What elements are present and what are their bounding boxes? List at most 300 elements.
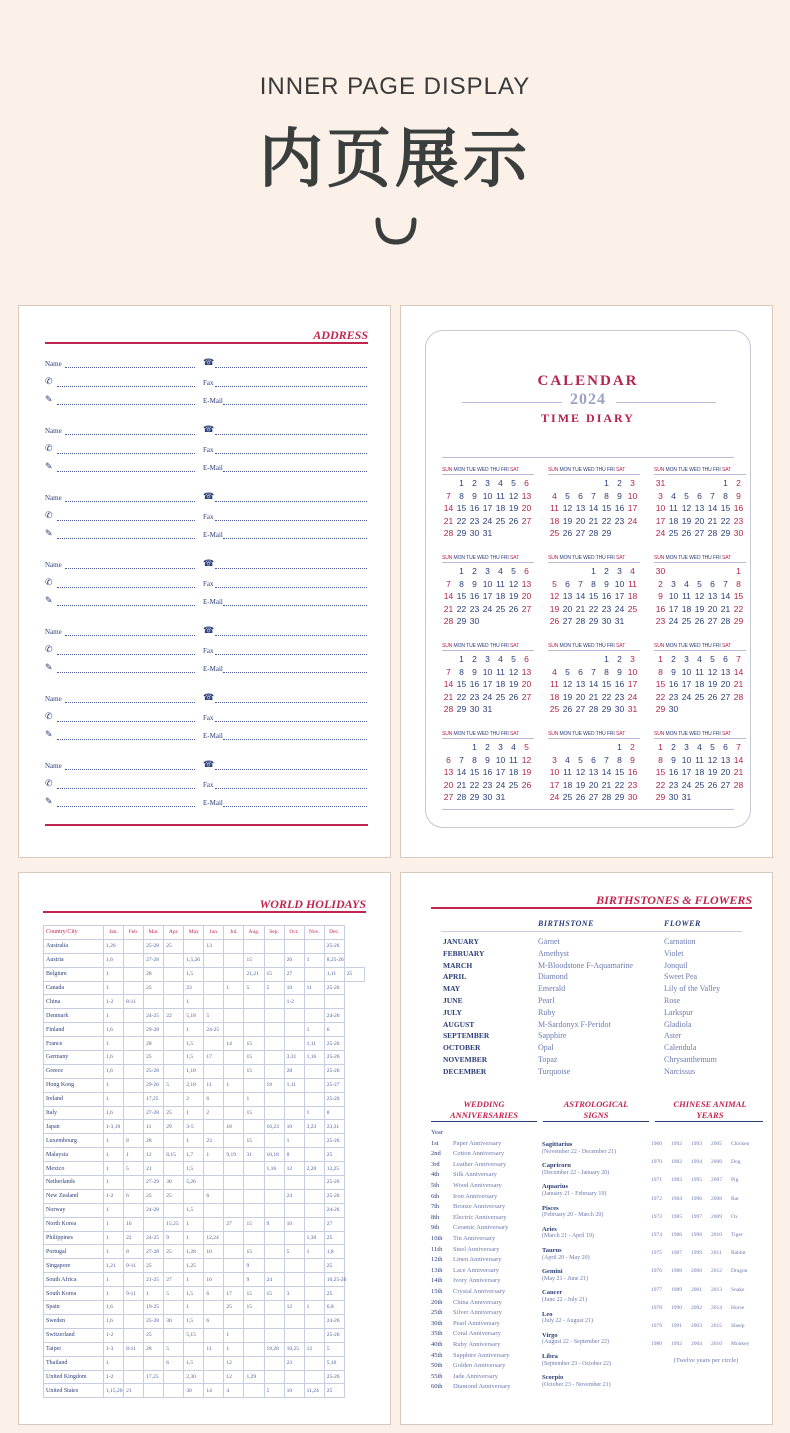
calendar-day[interactable]: 4: [511, 742, 516, 752]
calendar-day[interactable]: 13: [588, 767, 599, 777]
calendar-day[interactable]: 8: [459, 490, 464, 501]
calendar-day[interactable]: 3: [630, 478, 635, 488]
address-line[interactable]: [57, 739, 195, 740]
calendar-day[interactable]: 7: [736, 654, 741, 664]
fax-line[interactable]: [215, 587, 367, 588]
calendar-day[interactable]: 31: [614, 616, 625, 626]
calendar-day[interactable]: 16: [733, 503, 744, 513]
calendar-day[interactable]: 26: [575, 792, 586, 802]
calendar-day[interactable]: 19: [681, 515, 692, 526]
calendar-day[interactable]: 3: [630, 654, 635, 664]
calendar-day[interactable]: 14: [575, 591, 586, 601]
calendar-day[interactable]: 26: [508, 603, 519, 614]
calendar-day[interactable]: 13: [694, 503, 705, 513]
calendar-day[interactable]: 6: [697, 490, 702, 501]
name-line[interactable]: [65, 702, 195, 703]
email-line[interactable]: [223, 605, 367, 606]
calendar-day[interactable]: 19: [707, 679, 718, 689]
calendar-day[interactable]: 1: [617, 742, 622, 752]
calendar-day[interactable]: 23: [469, 691, 480, 702]
mobile-line[interactable]: [57, 654, 195, 655]
calendar-day[interactable]: 27: [521, 515, 532, 526]
calendar-day[interactable]: 17: [482, 591, 493, 601]
calendar-day[interactable]: 15: [456, 591, 467, 601]
calendar-day[interactable]: 16: [614, 503, 625, 513]
calendar-day[interactable]: 12: [681, 503, 692, 513]
email-line[interactable]: [223, 739, 367, 740]
calendar-day[interactable]: 19: [508, 591, 519, 601]
calendar-day[interactable]: 6: [578, 666, 583, 677]
calendar-day[interactable]: 31: [681, 792, 692, 802]
calendar-day[interactable]: 7: [723, 578, 728, 589]
calendar-day[interactable]: 11: [550, 679, 559, 689]
calendar-day[interactable]: 22: [456, 691, 467, 702]
calendar-day[interactable]: 5: [565, 666, 570, 677]
calendar-day[interactable]: 2: [630, 742, 635, 752]
calendar-day[interactable]: 26: [694, 616, 705, 626]
calendar-day[interactable]: 15: [733, 591, 744, 601]
email-line[interactable]: [223, 404, 367, 405]
calendar-day[interactable]: 8: [459, 578, 464, 589]
calendar-day[interactable]: 28: [733, 779, 744, 790]
calendar-day[interactable]: 14: [720, 591, 731, 601]
calendar-day[interactable]: 18: [549, 691, 560, 702]
calendar-day[interactable]: 25: [668, 528, 679, 538]
calendar-day[interactable]: 27: [720, 691, 731, 702]
calendar-day[interactable]: 2: [671, 654, 676, 664]
calendar-day[interactable]: 8: [658, 666, 663, 677]
calendar-day[interactable]: 29: [655, 792, 666, 802]
calendar-day[interactable]: 7: [710, 490, 715, 501]
calendar-day[interactable]: 26: [562, 704, 573, 714]
calendar-day[interactable]: 5: [511, 566, 516, 576]
name-line[interactable]: [65, 434, 195, 435]
calendar-day[interactable]: 13: [562, 591, 573, 601]
calendar-day[interactable]: 17: [627, 679, 638, 689]
calendar-day[interactable]: 15: [456, 503, 467, 513]
calendar-day[interactable]: 20: [521, 591, 532, 601]
calendar-day[interactable]: 29: [588, 616, 599, 626]
calendar-day[interactable]: 12: [508, 490, 519, 501]
calendar-day[interactable]: 13: [443, 767, 454, 777]
calendar-day[interactable]: 14: [733, 666, 744, 677]
calendar-day[interactable]: 6: [524, 566, 529, 576]
calendar-day[interactable]: 9: [472, 490, 477, 501]
calendar-day[interactable]: 19: [707, 767, 718, 777]
calendar-day[interactable]: 22: [588, 603, 599, 614]
calendar-day[interactable]: 21: [443, 603, 454, 614]
calendar-day[interactable]: 22: [601, 515, 612, 526]
calendar-day[interactable]: 5: [684, 490, 689, 501]
calendar-day[interactable]: 30: [482, 792, 493, 802]
calendar-day[interactable]: 10: [549, 767, 560, 777]
calendar-day[interactable]: 15: [469, 767, 480, 777]
fax-line[interactable]: [215, 453, 367, 454]
calendar-day[interactable]: 14: [601, 767, 612, 777]
calendar-day[interactable]: 22: [614, 779, 625, 790]
calendar-day[interactable]: 3: [671, 578, 676, 589]
calendar-day[interactable]: 5: [511, 478, 516, 488]
calendar-day[interactable]: 16: [469, 503, 480, 513]
name-line[interactable]: [65, 501, 195, 502]
calendar-day[interactable]: 25: [694, 691, 705, 702]
calendar-day[interactable]: 22: [733, 603, 744, 614]
calendar-day[interactable]: 20: [720, 767, 731, 777]
calendar-day[interactable]: 1: [459, 566, 464, 576]
calendar-day[interactable]: 11: [682, 591, 691, 601]
calendar-day[interactable]: 13: [575, 503, 586, 513]
calendar-day[interactable]: 9: [604, 578, 609, 589]
calendar-day[interactable]: 16: [627, 767, 638, 777]
calendar-day[interactable]: 4: [684, 578, 689, 589]
calendar-day[interactable]: 26: [508, 691, 519, 702]
calendar-day[interactable]: 6: [723, 654, 728, 664]
calendar-day[interactable]: 20: [521, 679, 532, 689]
calendar-day[interactable]: 7: [459, 754, 464, 765]
calendar-day[interactable]: 13: [720, 754, 731, 765]
calendar-day[interactable]: 3: [684, 742, 689, 752]
calendar-day[interactable]: 7: [604, 754, 609, 765]
calendar-day[interactable]: 1: [736, 566, 741, 576]
calendar-day[interactable]: 11: [563, 767, 572, 777]
calendar-day[interactable]: 22: [720, 515, 731, 526]
calendar-day[interactable]: 7: [446, 578, 451, 589]
calendar-day[interactable]: 9: [485, 754, 490, 765]
calendar-day[interactable]: 28: [707, 528, 718, 538]
calendar-day[interactable]: 7: [446, 666, 451, 677]
calendar-day[interactable]: 27: [575, 704, 586, 714]
calendar-day[interactable]: 27: [720, 779, 731, 790]
calendar-day[interactable]: 3: [485, 654, 490, 664]
calendar-day[interactable]: 31: [655, 478, 666, 488]
calendar-day[interactable]: 12: [521, 754, 532, 765]
address-line[interactable]: [57, 538, 195, 539]
calendar-day[interactable]: 24: [668, 616, 679, 626]
email-line[interactable]: [223, 672, 367, 673]
calendar-day[interactable]: 24: [482, 515, 493, 526]
calendar-day[interactable]: 21: [601, 779, 612, 790]
calendar-day[interactable]: 8: [736, 578, 741, 589]
calendar-day[interactable]: 28: [456, 792, 467, 802]
calendar-day[interactable]: 31: [482, 528, 493, 538]
calendar-day[interactable]: 29: [601, 704, 612, 714]
calendar-day[interactable]: 23: [469, 515, 480, 526]
calendar-day[interactable]: 2: [671, 742, 676, 752]
calendar-day[interactable]: 31: [495, 792, 506, 802]
calendar-day[interactable]: 21: [456, 779, 467, 790]
calendar-day[interactable]: 29: [720, 528, 731, 538]
mobile-line[interactable]: [57, 587, 195, 588]
calendar-day[interactable]: 4: [697, 742, 702, 752]
address-line[interactable]: [57, 806, 195, 807]
calendar-day[interactable]: 5: [710, 654, 715, 664]
calendar-day[interactable]: 10: [495, 754, 506, 765]
calendar-day[interactable]: 13: [720, 666, 731, 677]
calendar-day[interactable]: 14: [733, 754, 744, 765]
calendar-day[interactable]: 23: [601, 603, 612, 614]
calendar-day[interactable]: 16: [469, 679, 480, 689]
calendar-day[interactable]: 6: [591, 754, 596, 765]
calendar-day[interactable]: 25: [681, 616, 692, 626]
fax-line[interactable]: [215, 654, 367, 655]
mobile-line[interactable]: [57, 721, 195, 722]
calendar-day[interactable]: 17: [495, 767, 506, 777]
fax-line[interactable]: [215, 520, 367, 521]
calendar-day[interactable]: 18: [681, 603, 692, 614]
calendar-day[interactable]: 6: [446, 754, 451, 765]
calendar-day[interactable]: 27: [521, 691, 532, 702]
calendar-day[interactable]: 3: [485, 566, 490, 576]
calendar-day[interactable]: 14: [707, 503, 718, 513]
calendar-day[interactable]: 26: [681, 528, 692, 538]
calendar-day[interactable]: 21: [443, 515, 454, 526]
calendar-day[interactable]: 11: [496, 578, 505, 589]
name-line[interactable]: [65, 635, 195, 636]
calendar-day[interactable]: 12: [549, 591, 560, 601]
calendar-day[interactable]: 25: [549, 528, 560, 538]
calendar-day[interactable]: 17: [681, 767, 692, 777]
calendar-day[interactable]: 6: [578, 490, 583, 501]
address-line[interactable]: [57, 404, 195, 405]
calendar-day[interactable]: 23: [668, 779, 679, 790]
calendar-day[interactable]: 14: [456, 767, 467, 777]
calendar-day[interactable]: 21: [720, 603, 731, 614]
calendar-day[interactable]: 27: [443, 792, 454, 802]
calendar-day[interactable]: 26: [549, 616, 560, 626]
calendar-day[interactable]: 30: [469, 616, 480, 626]
calendar-day[interactable]: 1: [658, 742, 663, 752]
calendar-day[interactable]: 7: [591, 666, 596, 677]
calendar-day[interactable]: 24: [627, 515, 638, 526]
calendar-day[interactable]: 24: [681, 691, 692, 702]
calendar-day[interactable]: 17: [549, 779, 560, 790]
phone-line[interactable]: [215, 434, 367, 435]
address-line[interactable]: [57, 605, 195, 606]
calendar-day[interactable]: 21: [588, 515, 599, 526]
phone-line[interactable]: [215, 568, 367, 569]
calendar-day[interactable]: 4: [498, 566, 503, 576]
calendar-day[interactable]: 18: [508, 767, 519, 777]
calendar-day[interactable]: 11: [496, 490, 505, 501]
calendar-day[interactable]: 8: [459, 666, 464, 677]
calendar-day[interactable]: 19: [562, 691, 573, 702]
calendar-day[interactable]: 20: [443, 779, 454, 790]
calendar-day[interactable]: 15: [601, 503, 612, 513]
calendar-day[interactable]: 15: [456, 679, 467, 689]
calendar-day[interactable]: 11: [669, 503, 678, 513]
calendar-day[interactable]: 18: [627, 591, 638, 601]
calendar-day[interactable]: 25: [495, 603, 506, 614]
calendar-day[interactable]: 27: [694, 528, 705, 538]
calendar-day[interactable]: 22: [601, 691, 612, 702]
calendar-day[interactable]: 1: [658, 654, 663, 664]
calendar-day[interactable]: 27: [562, 616, 573, 626]
calendar-day[interactable]: 15: [655, 767, 666, 777]
calendar-day[interactable]: 23: [627, 779, 638, 790]
calendar-day[interactable]: 4: [552, 490, 557, 501]
calendar-day[interactable]: 15: [614, 767, 625, 777]
calendar-day[interactable]: 9: [617, 666, 622, 677]
calendar-day[interactable]: 19: [562, 515, 573, 526]
calendar-day[interactable]: 22: [655, 779, 666, 790]
calendar-day[interactable]: 12: [562, 679, 573, 689]
calendar-day[interactable]: 19: [508, 679, 519, 689]
calendar-day[interactable]: 1: [591, 566, 596, 576]
calendar-day[interactable]: 22: [469, 779, 480, 790]
fax-line[interactable]: [215, 721, 367, 722]
calendar-day[interactable]: 4: [697, 654, 702, 664]
calendar-day[interactable]: 31: [482, 704, 493, 714]
calendar-day[interactable]: 25: [508, 779, 519, 790]
calendar-day[interactable]: 7: [591, 490, 596, 501]
calendar-day[interactable]: 17: [482, 679, 493, 689]
calendar-day[interactable]: 30: [469, 528, 480, 538]
calendar-day[interactable]: 30: [655, 566, 666, 576]
calendar-day[interactable]: 20: [720, 679, 731, 689]
calendar-day[interactable]: 8: [604, 490, 609, 501]
calendar-day[interactable]: 10: [482, 578, 493, 589]
mobile-line[interactable]: [57, 386, 195, 387]
calendar-day[interactable]: 16: [614, 679, 625, 689]
calendar-day[interactable]: 28: [720, 616, 731, 626]
calendar-day[interactable]: 4: [565, 754, 570, 765]
calendar-day[interactable]: 21: [733, 767, 744, 777]
calendar-day[interactable]: 17: [614, 591, 625, 601]
email-line[interactable]: [223, 538, 367, 539]
calendar-day[interactable]: 9: [630, 754, 635, 765]
calendar-day[interactable]: 22: [655, 691, 666, 702]
calendar-day[interactable]: 24: [482, 603, 493, 614]
calendar-day[interactable]: 2: [472, 654, 477, 664]
calendar-day[interactable]: 12: [508, 578, 519, 589]
calendar-day[interactable]: 24: [655, 528, 666, 538]
calendar-day[interactable]: 28: [601, 792, 612, 802]
calendar-day[interactable]: 17: [482, 503, 493, 513]
calendar-day[interactable]: 1: [604, 654, 609, 664]
calendar-day[interactable]: 4: [671, 490, 676, 501]
address-line[interactable]: [57, 672, 195, 673]
calendar-day[interactable]: 10: [614, 578, 625, 589]
calendar-day[interactable]: 8: [591, 578, 596, 589]
email-line[interactable]: [223, 471, 367, 472]
calendar-day[interactable]: 3: [684, 654, 689, 664]
calendar-day[interactable]: 9: [736, 490, 741, 501]
calendar-day[interactable]: 10: [668, 591, 679, 601]
calendar-day[interactable]: 10: [627, 490, 638, 501]
calendar-day[interactable]: 18: [562, 779, 573, 790]
calendar-day[interactable]: 6: [565, 578, 570, 589]
calendar-day[interactable]: 5: [511, 654, 516, 664]
calendar-day[interactable]: 5: [524, 742, 529, 752]
calendar-day[interactable]: 2: [604, 566, 609, 576]
calendar-day[interactable]: 28: [588, 528, 599, 538]
calendar-day[interactable]: 5: [565, 490, 570, 501]
calendar-day[interactable]: 5: [578, 754, 583, 765]
calendar-day[interactable]: 19: [694, 603, 705, 614]
calendar-day[interactable]: 2: [485, 742, 490, 752]
calendar-day[interactable]: 13: [521, 490, 532, 501]
calendar-day[interactable]: 16: [668, 767, 679, 777]
calendar-day[interactable]: 3: [658, 490, 663, 501]
calendar-day[interactable]: 31: [627, 704, 638, 714]
calendar-day[interactable]: 25: [495, 691, 506, 702]
calendar-day[interactable]: 14: [588, 503, 599, 513]
mobile-line[interactable]: [57, 520, 195, 521]
calendar-day[interactable]: 28: [443, 616, 454, 626]
calendar-day[interactable]: 6: [524, 654, 529, 664]
calendar-day[interactable]: 30: [627, 792, 638, 802]
calendar-day[interactable]: 8: [472, 754, 477, 765]
calendar-day[interactable]: 14: [443, 679, 454, 689]
calendar-day[interactable]: 16: [482, 767, 493, 777]
calendar-day[interactable]: 13: [521, 578, 532, 589]
calendar-day[interactable]: 2: [658, 578, 663, 589]
calendar-day[interactable]: 21: [707, 515, 718, 526]
calendar-day[interactable]: 28: [733, 691, 744, 702]
calendar-day[interactable]: 7: [578, 578, 583, 589]
phone-line[interactable]: [215, 702, 367, 703]
calendar-day[interactable]: 24: [614, 603, 625, 614]
calendar-day[interactable]: 1: [459, 654, 464, 664]
calendar-day[interactable]: 24: [627, 691, 638, 702]
calendar-day[interactable]: 8: [658, 754, 663, 765]
calendar-day[interactable]: 29: [456, 528, 467, 538]
calendar-day[interactable]: 12: [508, 666, 519, 677]
calendar-day[interactable]: 26: [562, 528, 573, 538]
calendar-day[interactable]: 18: [495, 503, 506, 513]
calendar-day[interactable]: 29: [469, 792, 480, 802]
calendar-day[interactable]: 29: [456, 616, 467, 626]
name-line[interactable]: [65, 769, 195, 770]
calendar-day[interactable]: 20: [707, 603, 718, 614]
phone-line[interactable]: [215, 769, 367, 770]
calendar-day[interactable]: 23: [614, 691, 625, 702]
calendar-day[interactable]: 10: [482, 490, 493, 501]
calendar-day[interactable]: 29: [655, 704, 666, 714]
calendar-day[interactable]: 26: [707, 779, 718, 790]
calendar-day[interactable]: 28: [443, 704, 454, 714]
calendar-day[interactable]: 4: [498, 654, 503, 664]
calendar-day[interactable]: 20: [521, 503, 532, 513]
calendar-day[interactable]: 30: [601, 616, 612, 626]
calendar-day[interactable]: 10: [655, 503, 666, 513]
calendar-day[interactable]: 13: [575, 679, 586, 689]
calendar-day[interactable]: 12: [707, 666, 718, 677]
calendar-day[interactable]: 29: [601, 528, 612, 538]
calendar-day[interactable]: 20: [575, 515, 586, 526]
calendar-day[interactable]: 23: [469, 603, 480, 614]
calendar-day[interactable]: 10: [681, 754, 692, 765]
calendar-day[interactable]: 20: [588, 779, 599, 790]
calendar-day[interactable]: 11: [509, 754, 518, 765]
calendar-day[interactable]: 25: [627, 603, 638, 614]
calendar-day[interactable]: 28: [443, 528, 454, 538]
calendar-day[interactable]: 21: [733, 679, 744, 689]
calendar-day[interactable]: 25: [694, 779, 705, 790]
calendar-day[interactable]: 17: [627, 503, 638, 513]
calendar-day[interactable]: 21: [575, 603, 586, 614]
calendar-day[interactable]: 9: [658, 591, 663, 601]
calendar-day[interactable]: 6: [710, 578, 715, 589]
calendar-day[interactable]: 30: [469, 704, 480, 714]
calendar-day[interactable]: 2: [472, 566, 477, 576]
calendar-day[interactable]: 30: [668, 704, 679, 714]
fax-line[interactable]: [215, 386, 367, 387]
calendar-day[interactable]: 15: [601, 679, 612, 689]
calendar-day[interactable]: 25: [495, 515, 506, 526]
calendar-day[interactable]: 19: [549, 603, 560, 614]
calendar-day[interactable]: 3: [552, 754, 557, 765]
